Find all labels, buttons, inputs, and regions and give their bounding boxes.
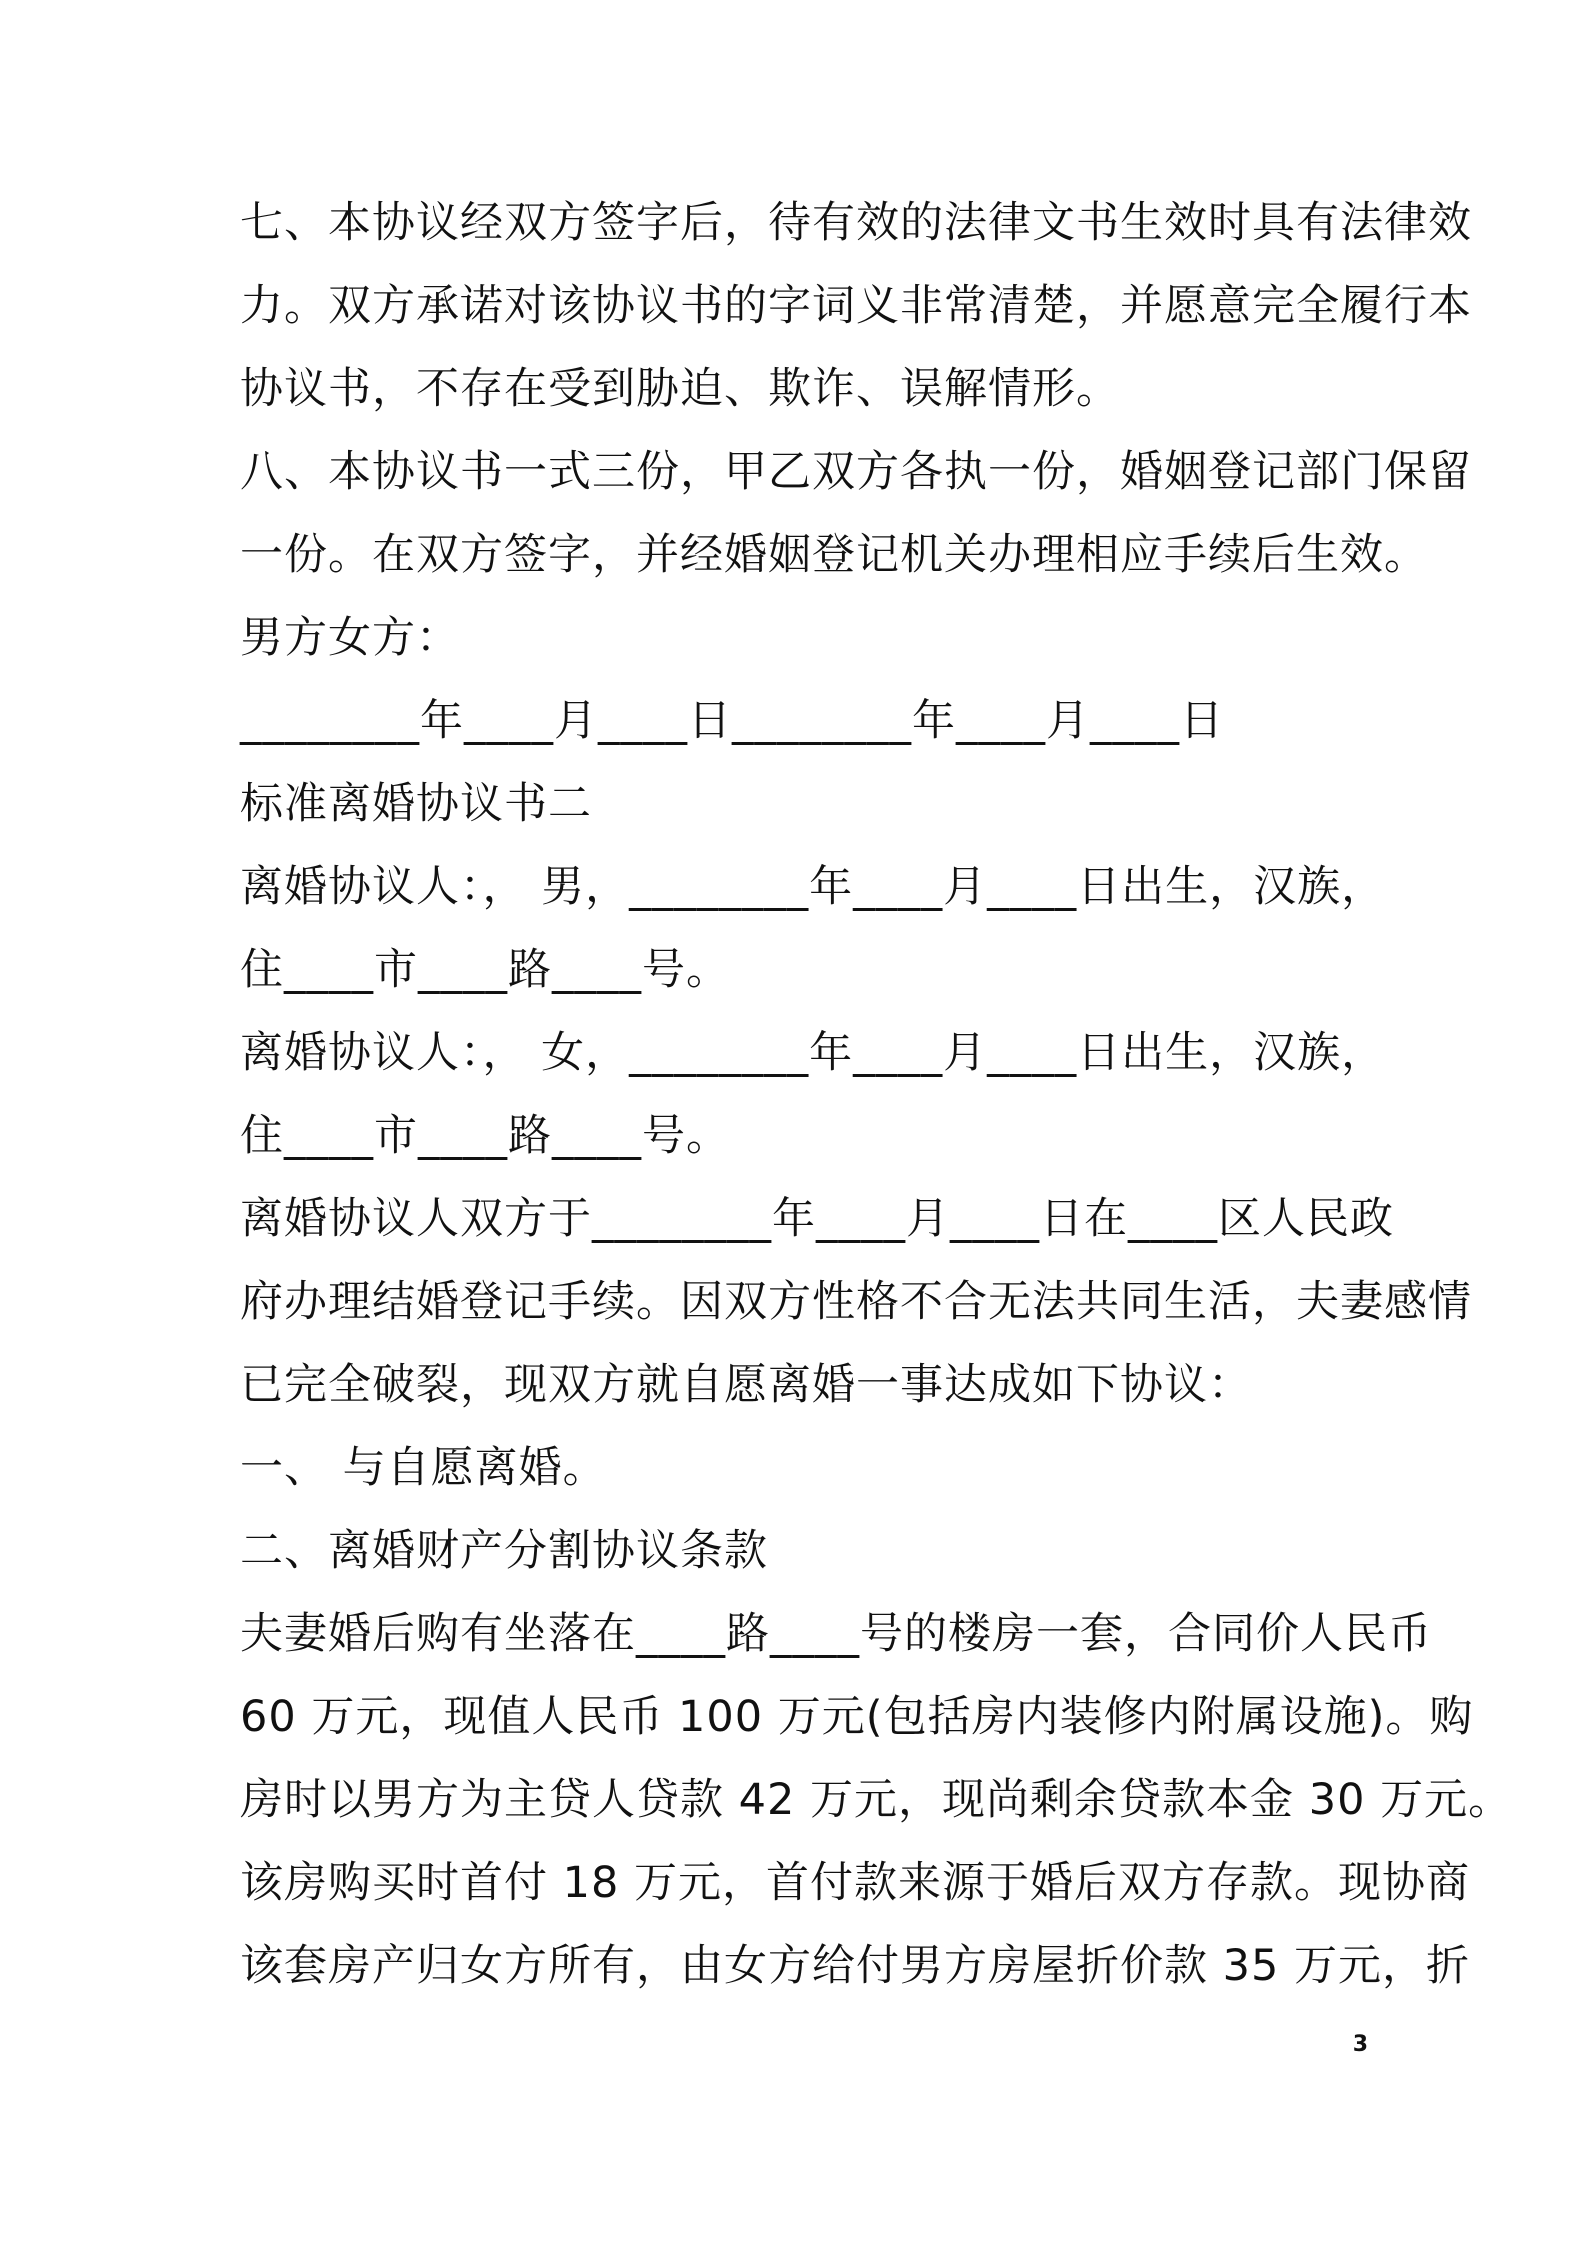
clause-heading: 二、离婚财产分割协议条款 (240, 1526, 768, 1576)
text-line: 60 万元，现值人民币 100 万元(包括房内装修内附属设施)。购 (240, 1692, 1474, 1742)
text-line: 住____市____路____号。 (240, 945, 730, 995)
text-line: 协议书，不存在受到胁迫、欺诈、误解情形。 (240, 364, 1120, 414)
text-line: 住____市____路____号。 (240, 1111, 730, 1161)
text-line: 一份。在双方签字，并经婚姻登记机关办理相应手续后生效。 (240, 530, 1428, 580)
text-line: 已完全破裂，现双方就自愿离婚一事达成如下协议： (240, 1360, 1252, 1410)
text-line: 七、本协议经双方签字后，待有效的法律文书生效时具有法律效 (240, 198, 1472, 248)
document-body (240, 182, 1513, 2008)
text-line: 该套房产归女方所有，由女方给付男方房屋折价款 35 万元，折 (240, 1941, 1471, 1991)
text-line: 府办理结婚登记手续。因双方性格不合无法共同生活，夫妻感情 (240, 1277, 1472, 1327)
clause-heading: 一、 与自愿离婚。 (240, 1443, 607, 1493)
text-line: 离婚协议人：， 女，________年____月____日出生，汉族， (240, 1028, 1386, 1078)
text-line: 夫妻婚后购有坐落在____路____号的楼房一套，合同价人民币 (240, 1609, 1432, 1659)
section-title: 标准离婚协议书二 (240, 779, 592, 829)
text-line: 离婚协议人双方于________年____月____日在____区人民政 (240, 1194, 1394, 1244)
text-line: 力。双方承诺对该协议书的字词义非常清楚，并愿意完全履行本 (240, 281, 1472, 331)
signature-date-blanks: ________年____月____日________年____月____日 (240, 696, 1224, 746)
text-line: 该房购买时首付 18 万元，首付款来源于婚后双方存款。现协商 (240, 1858, 1471, 1908)
text-line: 房时以男方为主贷人贷款 42 万元，现尚剩余贷款本金 30 万元。 (240, 1775, 1513, 1825)
page-number: 3 (1352, 2032, 1368, 2057)
text-line: 八、本协议书一式三份，甲乙双方各执一份，婚姻登记部门保留 (240, 447, 1472, 497)
signature-label: 男方女方： (240, 613, 460, 663)
text-line: 离婚协议人：， 男，________年____月____日出生，汉族， (240, 862, 1386, 912)
